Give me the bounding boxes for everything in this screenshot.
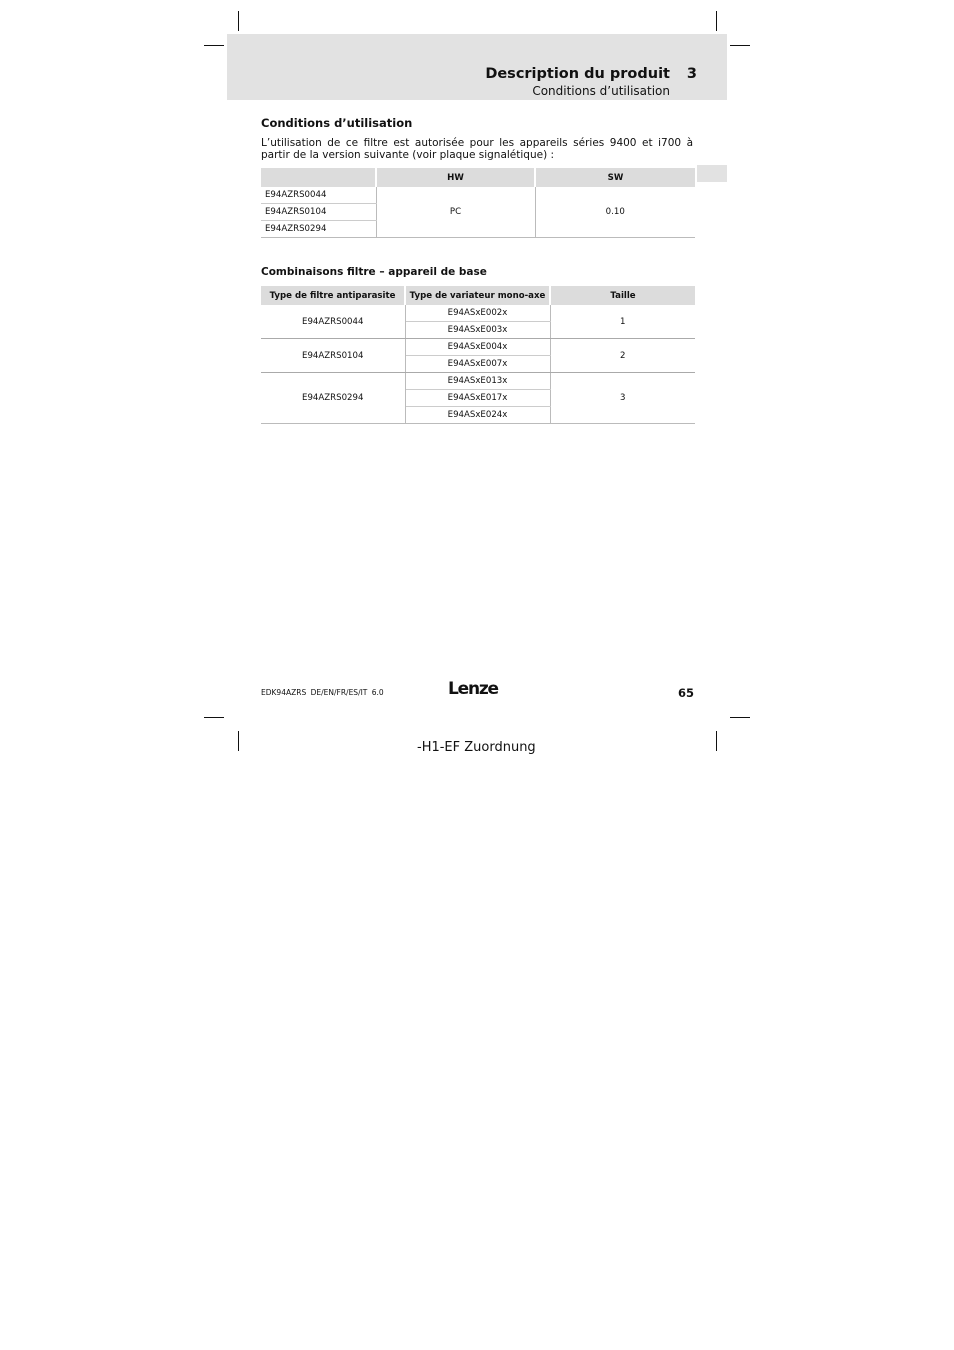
- lenze-logo: Lenze: [448, 679, 498, 699]
- sw-cell: 0.10: [605, 207, 625, 217]
- size-cell: 2: [550, 339, 695, 373]
- drive-type-cell: E94ASxE024x: [405, 407, 550, 424]
- size-cell: 3: [620, 393, 626, 403]
- table-header-row: [261, 286, 695, 305]
- drive-type-cell: E94ASxE013x: [405, 373, 550, 390]
- crop-mark: [716, 731, 717, 751]
- section-title-combinations: Combinaisons filtre – appareil de base: [261, 266, 487, 278]
- size-cell: 1: [550, 305, 695, 339]
- table-cell: E94AZRS0044: [261, 187, 376, 204]
- drive-type-cell: E94ASxE002x: [405, 305, 550, 322]
- caption-label: -H1-EF Zuordnung: [417, 740, 536, 755]
- page-subtitle: Conditions d’utilisation: [532, 84, 670, 98]
- drive-type-cell: E94ASxE007x: [405, 356, 550, 373]
- crop-mark: [730, 717, 750, 718]
- table-row: [261, 187, 695, 204]
- table-cell: E94AZRS0104: [261, 204, 376, 221]
- column-header: SW: [535, 168, 695, 187]
- table-cell: E94AZRS0294: [261, 221, 376, 238]
- section-title-conditions: Conditions d’utilisation: [261, 116, 413, 130]
- version-table: [261, 168, 695, 238]
- crop-mark: [204, 717, 224, 718]
- drive-type-cell: E94ASxE004x: [405, 339, 550, 356]
- page-title: Description du produit: [485, 66, 670, 82]
- column-header: Type de variateur mono-axe: [405, 286, 550, 305]
- filter-type-cell: E94AZRS0294: [261, 373, 405, 424]
- table-row: [261, 305, 695, 322]
- section-paragraph: L’utilisation de ce filtre est autorisée pour les appareils séries 9400 et i700 à partir de la version suivante (voir plaque signalétique) :: [261, 137, 693, 162]
- hw-cell: PC: [376, 187, 535, 238]
- column-header: Type de filtre antiparasite: [261, 286, 405, 305]
- chapter-tab-marker: [697, 165, 727, 182]
- chapter-number: 3: [686, 66, 697, 82]
- crop-mark: [238, 731, 239, 751]
- filter-type-cell: E94AZRS0104: [261, 339, 405, 373]
- table-row: [261, 339, 695, 356]
- page-header: [227, 34, 727, 100]
- crop-mark: [730, 45, 750, 46]
- page-number: 65: [678, 686, 695, 700]
- crop-mark: [716, 11, 717, 31]
- drive-type-cell: E94ASxE017x: [405, 390, 550, 407]
- table-header-row: [261, 168, 695, 187]
- filter-type-cell: E94AZRS0044: [261, 305, 405, 339]
- table-row: [261, 373, 695, 390]
- document-id: EDK94AZRS DE/EN/FR/ES/IT 6.0: [261, 688, 384, 697]
- crop-mark: [204, 45, 224, 46]
- column-header: Taille: [550, 286, 695, 305]
- drive-type-cell: E94ASxE003x: [405, 322, 550, 339]
- combination-table: [261, 286, 695, 424]
- column-header: HW: [376, 168, 535, 187]
- column-header: [261, 168, 376, 187]
- crop-mark: [238, 11, 239, 31]
